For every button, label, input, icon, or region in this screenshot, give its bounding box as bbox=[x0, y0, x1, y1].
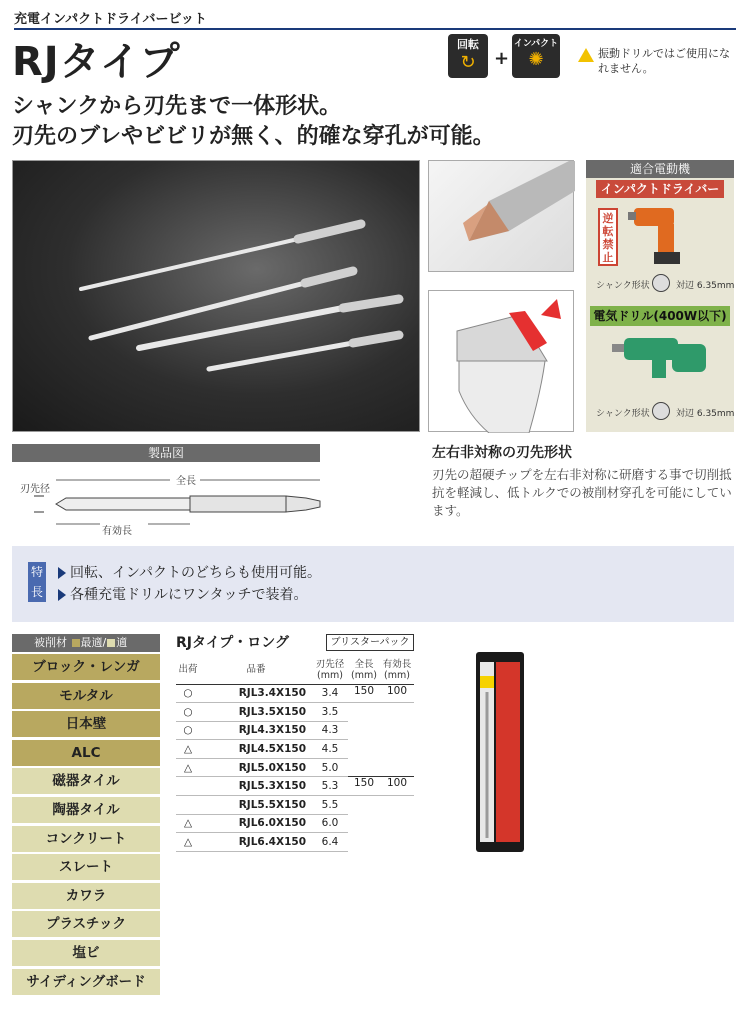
product-photo bbox=[12, 160, 420, 432]
code-cell: RJL6.0X150 bbox=[200, 814, 312, 833]
electric-drill-label: 電気ドリル(400W以下) bbox=[590, 306, 730, 326]
stock-cell: △ bbox=[176, 740, 200, 759]
table-header-row bbox=[176, 656, 414, 684]
hex-shank-icon-1 bbox=[652, 274, 670, 292]
code-cell: RJL5.0X150 bbox=[200, 758, 312, 777]
tip-closeup-photo bbox=[428, 160, 574, 272]
col-total bbox=[348, 656, 380, 684]
stock-cell: △ bbox=[176, 758, 200, 777]
rotation-badge-label: 回転 bbox=[457, 38, 479, 51]
tip-section-title: 左右非対称の刃先形状 bbox=[432, 445, 572, 461]
stock-cell: ○ bbox=[176, 721, 200, 740]
material-item: サイディングボード bbox=[12, 969, 160, 995]
table-row bbox=[176, 814, 414, 833]
total-cell: 150 bbox=[348, 684, 380, 703]
code-cell: RJL5.5X150 bbox=[200, 796, 312, 815]
dia-cell: 4.5 bbox=[312, 740, 348, 759]
dia-cell: 6.4 bbox=[312, 833, 348, 852]
dia-cell: 6.0 bbox=[312, 814, 348, 833]
table-row bbox=[176, 703, 414, 722]
material-item: コンクリート bbox=[12, 826, 160, 852]
material-item: 磁器タイル bbox=[12, 768, 160, 794]
good-swatch bbox=[107, 639, 115, 647]
product-table bbox=[176, 656, 414, 852]
table-row bbox=[176, 740, 414, 759]
table-row bbox=[176, 833, 414, 852]
features-tag bbox=[28, 562, 46, 602]
tip-profile-illustration bbox=[429, 291, 575, 433]
asymmetric-tip-diagram bbox=[428, 290, 574, 432]
best-swatch bbox=[72, 639, 80, 647]
stock-cell: △ bbox=[176, 833, 200, 852]
table-row bbox=[176, 721, 414, 740]
feature-item-2 bbox=[58, 584, 307, 604]
total-cell bbox=[348, 833, 380, 852]
good-label: 適 bbox=[116, 636, 128, 649]
total-cell bbox=[348, 758, 380, 777]
eff-cell bbox=[380, 740, 414, 759]
col-dia bbox=[312, 656, 348, 684]
col-eff bbox=[380, 656, 414, 684]
feature-item-1 bbox=[58, 562, 321, 582]
warning-text: 振動ドリルではご使用になれません。 bbox=[598, 47, 730, 75]
table-row bbox=[176, 796, 414, 815]
total-cell bbox=[348, 814, 380, 833]
features-tag-2: 長 bbox=[30, 585, 43, 599]
dia-cell: 4.3 bbox=[312, 721, 348, 740]
material-item: スレート bbox=[12, 854, 160, 880]
bit-dimension-drawing bbox=[30, 476, 330, 526]
col-total-label: 全長 bbox=[354, 658, 374, 670]
product-diagram-title: 製品図 bbox=[12, 444, 320, 462]
total-cell: 150 bbox=[348, 777, 380, 796]
shank-shape-label-2: シャンク形状 bbox=[596, 409, 650, 419]
total-cell bbox=[348, 721, 380, 740]
materials-header-label: 被削材 bbox=[34, 636, 67, 649]
feature-item-1-text: 回転、インパクトのどちらも使用可能。 bbox=[70, 565, 322, 581]
arrow-right-icon bbox=[58, 589, 66, 601]
eff-cell bbox=[380, 703, 414, 722]
impact-badge-label: インパクト bbox=[513, 39, 559, 49]
eff-cell: 100 bbox=[380, 684, 414, 703]
product-table-title: RJタイプ・ロング bbox=[176, 635, 290, 651]
total-cell bbox=[348, 703, 380, 722]
eff-cell bbox=[380, 758, 414, 777]
compatible-tools-panel bbox=[586, 160, 734, 432]
material-item: ブロック・レンガ bbox=[12, 654, 160, 680]
stock-cell: △ bbox=[176, 814, 200, 833]
materials-header bbox=[12, 634, 160, 652]
page-subtitle: 充電インパクトドライバービット bbox=[14, 12, 207, 27]
dia-cell: 5.3 bbox=[312, 777, 348, 796]
eff-cell bbox=[380, 796, 414, 815]
headline-line-1: シャンクから刃先まで一体形状。 bbox=[12, 94, 342, 119]
dia-cell: 3.5 bbox=[312, 703, 348, 722]
pack-type-badge: ブリスターパック bbox=[326, 634, 414, 651]
code-cell: RJL6.4X150 bbox=[200, 833, 312, 852]
material-item: カワラ bbox=[12, 883, 160, 909]
blade-diameter-label: 刃先径 bbox=[20, 484, 50, 495]
stock-cell: ○ bbox=[176, 703, 200, 722]
stock-cell bbox=[176, 796, 200, 815]
total-cell bbox=[348, 796, 380, 815]
product-table-body bbox=[176, 684, 414, 851]
material-item: モルタル bbox=[12, 683, 160, 709]
col-code: 品番 bbox=[200, 656, 312, 684]
plus-sign: + bbox=[494, 48, 510, 69]
material-item: 陶器タイル bbox=[12, 797, 160, 823]
dia-cell: 3.4 bbox=[312, 684, 348, 703]
code-cell: RJL4.3X150 bbox=[200, 721, 312, 740]
drill-bits-illustration bbox=[13, 161, 421, 433]
material-item: プラスチック bbox=[12, 911, 160, 937]
eff-cell: 100 bbox=[380, 777, 414, 796]
effective-length-label: 有効長 bbox=[102, 526, 132, 537]
code-cell: RJL5.3X150 bbox=[200, 777, 312, 796]
eff-cell bbox=[380, 833, 414, 852]
impact-driver-icon bbox=[628, 204, 688, 266]
feature-item-2-text: 各種充電ドリルにワンタッチで装着。 bbox=[70, 587, 308, 603]
table-row bbox=[176, 684, 414, 703]
reverse-forbidden-badge: 逆転禁止 bbox=[598, 208, 618, 266]
best-label: 最適 bbox=[80, 636, 103, 649]
col-dia-unit: (mm) bbox=[317, 669, 343, 681]
stock-cell: ○ bbox=[176, 684, 200, 703]
col-eff-unit: (mm) bbox=[384, 669, 410, 681]
impact-gear-icon: ✺ bbox=[528, 49, 544, 70]
across-flats-label-2: 対辺 6.35mm bbox=[676, 409, 735, 419]
stock-cell bbox=[176, 777, 200, 796]
features-tag-1: 特 bbox=[30, 565, 43, 579]
impact-driver-label: インパクトドライバー bbox=[596, 180, 724, 198]
headline bbox=[12, 92, 732, 152]
dia-cell: 5.5 bbox=[312, 796, 348, 815]
eff-cell bbox=[380, 721, 414, 740]
col-eff-label: 有効長 bbox=[382, 658, 412, 670]
impact-badge bbox=[512, 34, 560, 78]
legend-separator: / bbox=[102, 636, 107, 649]
material-item: 塩ビ bbox=[12, 940, 160, 966]
col-stock: 出荷 bbox=[176, 656, 200, 684]
eff-cell bbox=[380, 814, 414, 833]
rotation-arrow-icon: ↻ bbox=[460, 52, 476, 73]
page-title: RJタイプ bbox=[12, 39, 181, 85]
table-row bbox=[176, 758, 414, 777]
col-dia-label: 刃先径 bbox=[315, 658, 345, 670]
electric-drill-icon bbox=[612, 334, 712, 386]
col-total-unit: (mm) bbox=[351, 669, 377, 681]
shank-shape-label-1: シャンク形状 bbox=[596, 281, 650, 291]
material-item: ALC bbox=[12, 740, 160, 766]
code-cell: RJL3.4X150 bbox=[200, 684, 312, 703]
hex-shank-icon-2 bbox=[652, 402, 670, 420]
dia-cell: 5.0 bbox=[312, 758, 348, 777]
table-row bbox=[176, 777, 414, 796]
compatible-tools-title: 適合電動機 bbox=[586, 160, 734, 178]
tip-closeup-illustration bbox=[429, 161, 575, 273]
tip-section-body: 刃先の超硬チップを左右非対称に研磨する事で切削抵抗を軽減し、低トルクでの被削材穿孔を可能にしています。 bbox=[432, 467, 732, 518]
code-cell: RJL4.5X150 bbox=[200, 740, 312, 759]
total-length-label: 全長 bbox=[176, 476, 196, 487]
blister-pack-image bbox=[474, 652, 526, 852]
total-cell bbox=[348, 740, 380, 759]
code-cell: RJL3.5X150 bbox=[200, 703, 312, 722]
headline-line-2: 刃先のブレやビビリが無く、的確な穿孔が可能。 bbox=[12, 124, 495, 149]
material-item: 日本壁 bbox=[12, 711, 160, 737]
warning-icon bbox=[578, 48, 594, 62]
across-flats-label-1: 対辺 6.35mm bbox=[676, 281, 735, 291]
arrow-right-icon bbox=[58, 567, 66, 579]
rotation-badge bbox=[448, 34, 488, 78]
